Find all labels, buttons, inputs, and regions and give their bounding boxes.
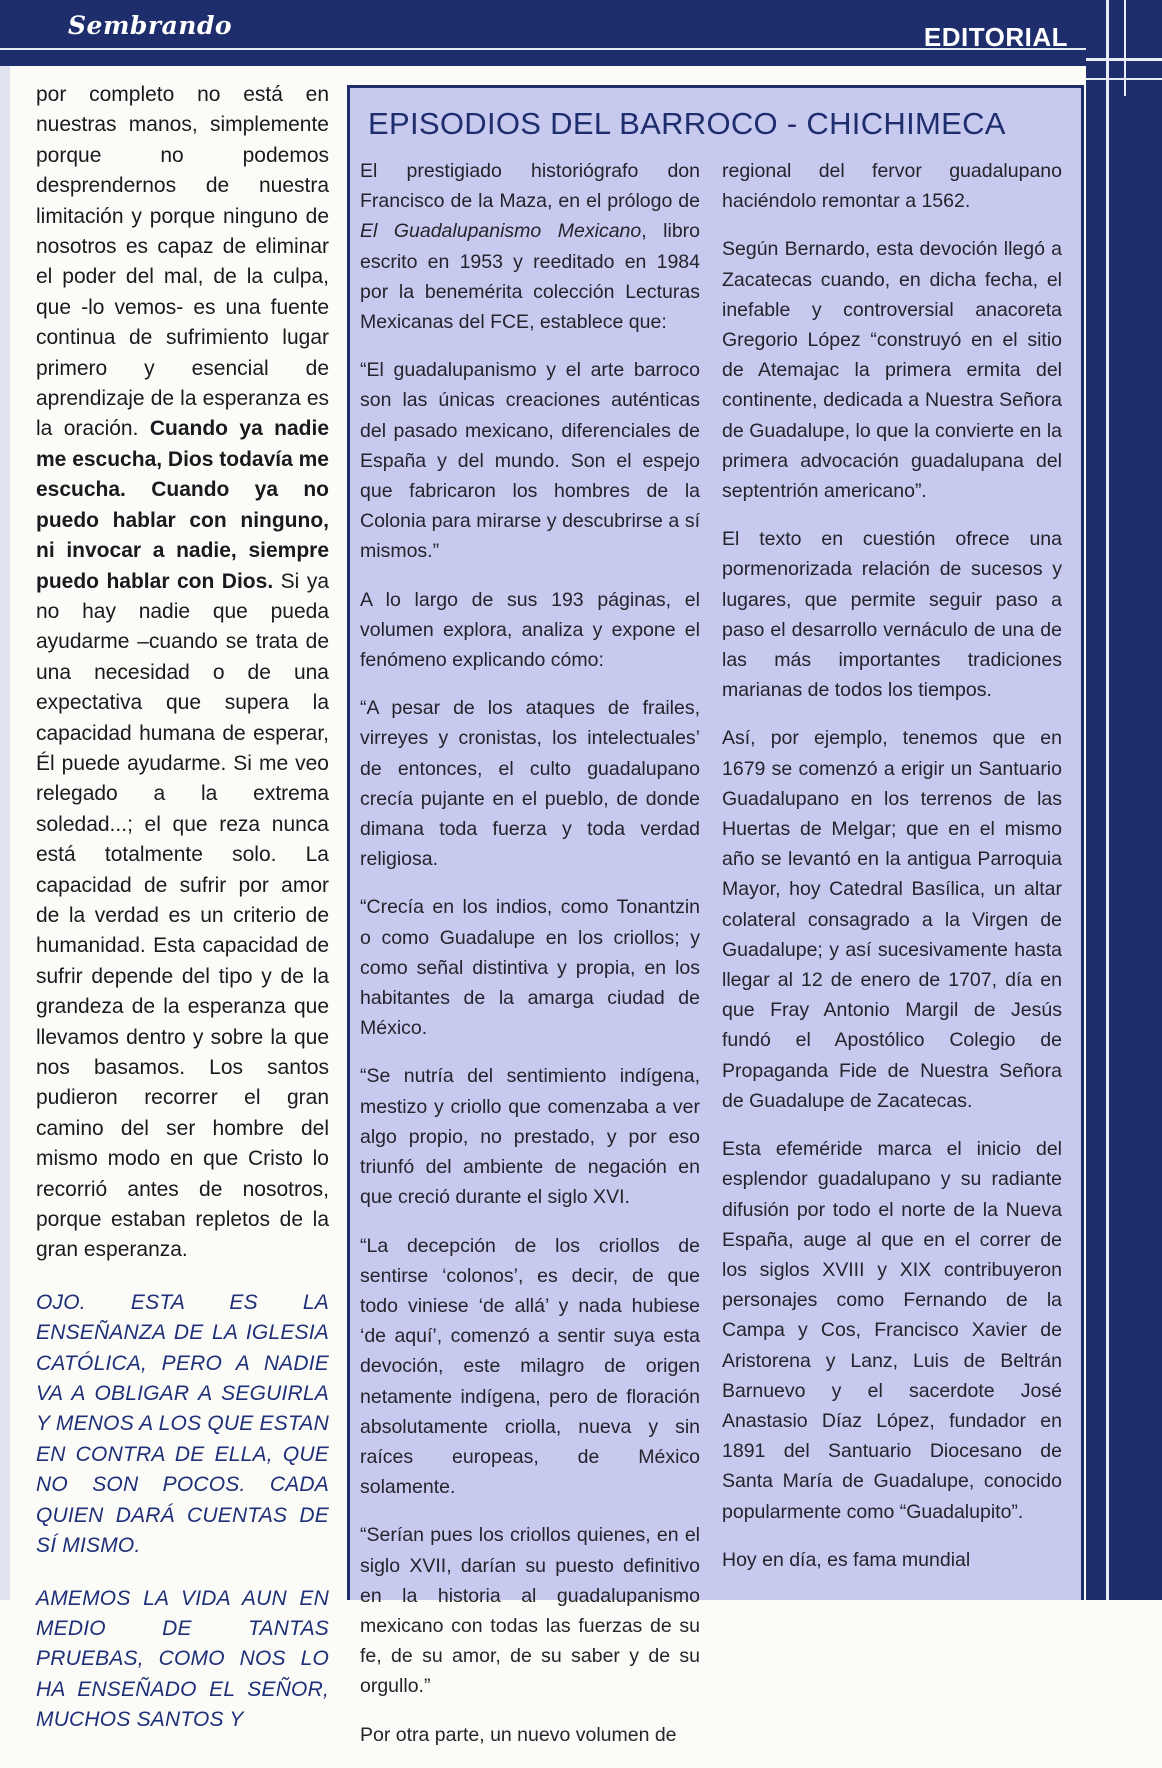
left-p1-end: Si ya no hay nadie que pueda ayudarme –cuando se trata de una necesidad o de una expectativa que supera la capacidad humana de esperar, Él puede ayudarme. Si me veo relegado a la extrema soledad...; el que reza nunca está totalmente solo. La capacidad de sufrir por amor de la verdad es un criterio de humanidad. Esta capacidad de sufrir depende del tipo y de la grandeza de la esperanza que llevamos dentro y sobre la que nos basamos. Los santos pudieron recorrer el gran camino del ser hombre del mismo modo en que Cristo lo recorrió antes de nosotros, porque estaban repletos de la gran esperanza. bbox=[36, 569, 329, 1262]
section-tag: EDITORIAL bbox=[923, 22, 1068, 52]
left-column-text bbox=[36, 80, 330, 1732]
left-p1-start: por completo no está en nuestras manos, simplemente porque no podemos desprendernos de nuestra limitación y porque ninguno de nosotros es capaz de eliminar el poder del mal, de la culpa, que -lo vemos- es una fuente continua de sufrimiento lugar primero y esencial de aprendizaje de la esperanza es la oración. bbox=[36, 83, 329, 441]
editorial-paragraph: regional del fervor guadalupano haciéndolo remontar a 1562. bbox=[722, 160, 1062, 213]
a-p1-start: El prestigiado historiógrafo don Francisco de la Maza, en el prólogo de bbox=[360, 160, 700, 213]
side-decoration-line bbox=[1106, 0, 1109, 1600]
left-note-1: OJO. ESTA ES LA ENSEÑANZA DE LA IGLESIA CATÓLICA, PERO A NADIE VA A OBLIGAR A SEGUIRLA Y MENOS A LOS QUE ESTAN EN CONTRA DE ELLA, QUE NO SON POCOS. CADA QUIEN DARÁ CUENTAS DE SÍ MISMO. bbox=[36, 1290, 329, 1558]
section-name: Sembrando bbox=[68, 11, 233, 40]
editorial-paragraph: Así, por ejemplo, tenemos que en 1679 se comenzó a erigir un Santuario Guadalupano en los terrenos de las Huertas de Melgar; que en el mismo año se levantó en la antigua Parroquia Mayor, hoy Catedral Basílica, un altar colateral consagrado a la Virgen de Guadalupe; y así sucesivamente hasta llegar al 12 de enero de 1707, día en que Fray Antonio Margil de Jesús fundó el Apostólico Colegio de Propaganda Fide de Nuestra Señora de Guadalupe de Zacatecas. bbox=[722, 727, 1062, 1112]
editorial-box bbox=[347, 85, 1084, 1746]
editorial-paragraph: “Crecía en los indios, como Tonantzin o como Guadalupe en los criollos; y como señal distintiva y propia, en los habitantes de la amarga ciudad de México. bbox=[360, 896, 700, 1040]
side-decoration bbox=[1086, 0, 1162, 1600]
editorial-paragraph: Esta efeméride marca el inicio del esplendor guadalupano y su radiante difusión por todo el norte de la Nueva España, auge al que en el correr de los siglos XVIII y XIX contribuyeron personajes como Fernando de la Campa y Cos, Francisco Xavier de Aristorena y Lanz, Luis de Beltrán Barnuevo y el sacerdote José Anastasio Díaz López, fundador en 1891 del Santuario Diocesano de Santa María de Guadalupe, conocido popularmente como “Guadalupito”. bbox=[722, 1138, 1062, 1523]
editorial-column-2 bbox=[722, 156, 1062, 1593]
editorial-paragraph: “El guadalupanismo y el arte barroco son las únicas creaciones auténticas del pasado mexicano, diferenciales de España y del mundo. Son el espejo que fabricaron los hombres de la Colonia para mirarse y descubrirse a sí mismos.” bbox=[360, 359, 700, 563]
side-decoration-line bbox=[1086, 78, 1162, 80]
editorial-paragraph: “Serían pues los criollos quienes, en el siglo XVII, darían su puesto definitivo en la historia al guadalupanismo mexicano con todas las fuerzas de su fe, de su amor, de su saber y de su orgullo.” bbox=[360, 1524, 700, 1698]
left-p1-bold: Cuando ya nadie me escucha, Dios todavía me escucha. Cuando ya no puedo hablar con ninguno, ni invocar a nadie, siempre puedo hablar con Dios. bbox=[36, 417, 330, 593]
editorial-paragraph: El texto en cuestión ofrece una pormenorizada relación de sucesos y lugares, que permite seguir paso a paso el desarrollo vernáculo de una de las más importantes tradiciones marianas de todos los tiempos. bbox=[722, 528, 1062, 702]
editorial-paragraph: Por otra parte, un nuevo volumen de bbox=[360, 1723, 677, 1746]
editorial-paragraph: Según Bernardo, esta devoción llegó a Zacatecas cuando, en dicha fecha, el inefable y controversial anacoreta Gregorio López “construyó en el sitio de Atemajac la primera ermita del continente, dedicada a Nuestra Señora de Guadalupe, lo que la convierte en la primera advocación guadalupana del septentrión americano”. bbox=[722, 238, 1062, 503]
left-paragraph bbox=[36, 80, 329, 1266]
editorial-paragraph: “A pesar de los ataques de frailes, virreyes y cronistas, los intelectuales’ de entonces, el culto guadalupano crecía pujante en el pueblo, de donde dimana toda fuerza y toda verdad religiosa. bbox=[360, 697, 700, 871]
editorial-paragraph bbox=[360, 156, 700, 337]
left-edge-band bbox=[0, 66, 10, 1600]
side-decoration-line bbox=[1086, 58, 1162, 61]
editorial-column-1 bbox=[360, 156, 700, 1768]
editorial-title: EPISODIOS DEL BARROCO - CHICHIMECA bbox=[368, 106, 1006, 141]
editorial-paragraph: “Se nutría del sentimiento indígena, mestizo y criollo que comenzaba a ver algo propio, no prestado, y por eso triunfó del ambiente de negación en que creció durante el siglo XVI. bbox=[360, 1065, 700, 1209]
side-decoration-line bbox=[1124, 0, 1126, 96]
editorial-paragraph: Hoy en día, es fama mundial bbox=[722, 1548, 971, 1571]
editorial-paragraph: A lo largo de sus 193 páginas, el volumen explora, analiza y expone el fenómeno explicando cómo: bbox=[360, 588, 700, 672]
left-note-2: AMEMOS LA VIDA AUN EN MEDIO DE TANTAS PRUEBAS, COMO NOS LO HA ENSEÑADO EL SEÑOR, MUCHOS SANTOS Y bbox=[36, 1586, 329, 1732]
editorial-paragraph: “La decepción de los criollos de sentirse ‘colonos’, es decir, de que todo viniese ‘de allá’ y nada hubiese ‘de aquí’, comenzó a sentir suya esta devoción, este milagro de origen netamente indígena, pero de floración absolutamente criolla, nueva y sin raíces europeas, de México solamente. bbox=[360, 1234, 700, 1499]
book-title: El Guadalupanismo Mexicano bbox=[360, 220, 642, 243]
page-header bbox=[0, 0, 1162, 66]
a-p1-end: , libro escrito en 1953 y reeditado en 1984 por la benemérita colección Lecturas Mexicanas del FCE, establece que: bbox=[360, 220, 701, 334]
